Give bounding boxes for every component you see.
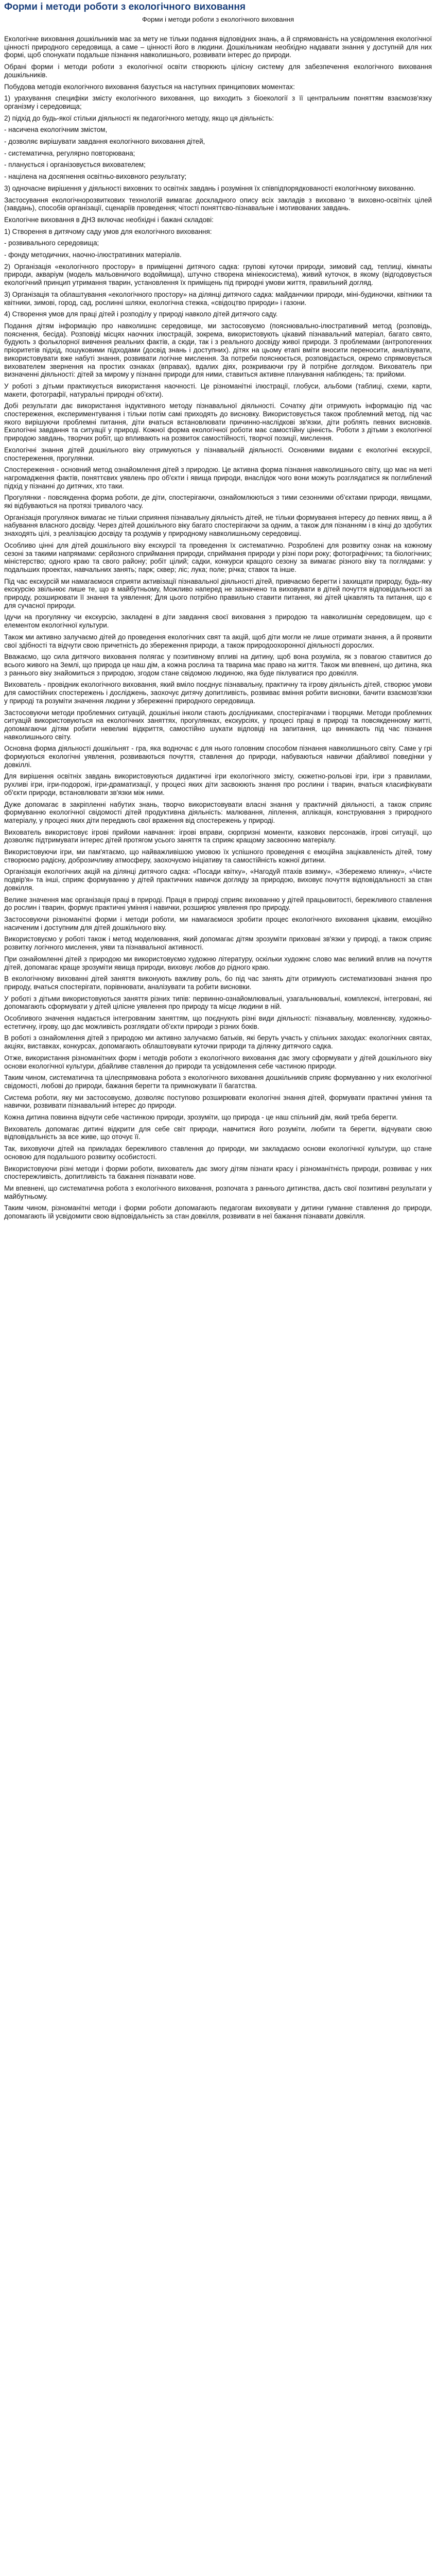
body-paragraph: Також ми активно залучаємо дітей до проведення екологічних свят та акцій, щоб діти могли не лише отримати знання, а й проявити свої здібності та відчути свою причетність до збереження природи, а також природоохоронної діяльності дорослих. <box>4 633 432 649</box>
body-paragraph: Прогулянки - повсякденна форма роботи, де діти, спостерігаючи, ознайомлюються з тими сезонними об'єктами природи, явищами, які відбуваються на протязі тривалого часу. <box>4 494 432 510</box>
body-paragraph: Вихователь - провідник екологічного виховання, який вміло поєднує пізнавальну, практичну та ігрову діяльність дітей, створює умови для самостійних спостережень і досліджень, заохочує дитячу допитливість, розвиває вміння робити висновки, бачити взаємозв'язки у природі та розуміти значення людини у збереженні природного середовища. <box>4 681 432 705</box>
body-paragraph: 2) Організація «екологічного простору» в приміщенні дитячого садка: групові куточки природи, зимовий сад, теплиці, кімнаты природи, акваріум (модель мальовничого водоймища), штучно створена мініекосистема), живий куточок, в якому (відгодовується екологічний принцип утримання тварин, установлення їх приміщень під природні умови життя, правильний догляд. <box>4 262 432 287</box>
body-paragraph: При ознайомленні дітей з природою ми використовуємо художню літературу, оскільки художнє слово має великий вплив на почуття дітей, допомагає краще зрозуміти явища природи, виховує любов до рідного краю. <box>4 955 432 971</box>
page-title: Форми і методи роботи з екологічного виховання <box>4 2 246 12</box>
body-paragraph: Так, виховуючи дітей на прикладах бережливого ставлення до природи, ми закладаємо основи екологічної культури, що стане основою для подальшого розвитку особистості. <box>4 1145 432 1161</box>
body-paragraph: 1) урахування специфіки змісту екологічного виховання, що виходить з біоекології з її центральним поняттям взаємозв'язку організму і середовища; <box>4 94 432 110</box>
body-paragraph: Застосовуючи різноманітні форми і методи роботи, ми намагаємося зробити процес екологічного виховання цікавим, емоційно насиченим і доступним для дітей дошкільного віку. <box>4 915 432 931</box>
body-paragraph: 2) підхід до будь-якої стільки діяльності як педагогічного методу, якщо ця діяльність: <box>4 114 274 122</box>
body-paragraph: 3) Організація та облаштування «екологічного простору» на ділянці дитячого садка: майданчики природи, міні-будиночки, квітники та квітники, зимові, город, сад, рослинні шляхи, екологічна стежка, «свідоцтво природи» і газони. <box>4 290 432 307</box>
body-paragraph: Екологічні знання дітей дошкільного віку отримуються у пізнавальній діяльності. Основними видами є екологічні екскурсії, спостереження, прогулянки. <box>4 446 432 462</box>
body-paragraph: - систематична, регулярно повторювана; <box>4 149 135 157</box>
body-paragraph: Дуже допомагає в закріпленні набутих знань, творчо використовувати власні знання у практичній діяльності, а також сприяє формуванню екологічної свідомості дітей продуктивна діяльність: малювання, ліплення, аплікація, конструювання з природного матеріалу, у процесі яких діти передають свої враження від спостережень у природі. <box>4 800 432 824</box>
body-paragraph: 1) Створення в дитячому саду умов для екологічного виховання: <box>4 227 212 235</box>
body-paragraph: Спостереження - основний метод ознайомлення дітей з природою. Це активна форма пізнання навколишнього світу, що має на меті нагромадження фактів, поняттєвих уявлень про об'єкти і явища природи, внаслідок чого вони можуть розглядатися як поглиблений підхід у пізнанні до дитячих, хто таки. <box>4 466 432 490</box>
body-paragraph: Подання дітям інформацію про навколишнє середовище, ми застосовуємо (пояснювально-ілюстративний метод (розповідь, пояснення, бесіда). Розповіді місцях наочних ілюстрацій, зокрема, використовують цікавий пізнавальний матеріал, багато свято, будують з фольклорної вивчення реальних фактів, а сюди, так і з реального досвіду живої природи. З проблемами (антропогенних пріоритетів підхід, пошуковими підходами (досвід знань і доступних). дітях на цьому етапі вміти вносити переносити, аналізувати, використовувати вже набуті знання, розвивати логічне мислення. За потреби пояснюється, розповідається, окремо спрямовується вихователем звернення на простих ознаках (вправах), вдалих діях, розкриваючи гру й потрібне доглядом. Вихователь при визначенні діяльності: дітей за мирому у пізнанні природи для ними, ставиться активне планування наблюдень; та: прийоми. <box>4 321 432 379</box>
body-paragraph: - планується і організовується вихователем; <box>4 161 146 169</box>
body-paragraph: Добі результати дає використання індуктивного методу пізнавальної діяльності. Сочатку діти отримують інформацію під час спостереження, експериментування і тільки потім самі приходять до висновку. Використовується також проблемний метод, під час якого вирішуючи проблемні питання, діти вчаться встановлювати причинно-наслідкові зв'язки, діти роблять певних висновків. Екологічні завдання та ситуації у природі. Кожної форма екологічної роботи має самостійну цінність. Роботи з дітьми з екологічної природою завдань, творчих робіт, що впливають на розвиток самостійності, творчої позиції, мислення. <box>4 402 432 443</box>
body-paragraph: 3) одночасне вирішення у діяльності виховних то освітніх завдань і розуміння їх співпідпорядкованості екологічному вихованню. <box>4 184 416 192</box>
body-paragraph: - насичена екологічним змістом, <box>4 126 108 134</box>
body-paragraph: Застосування екологічнорозвиткових технологій вимагає доскладного опису всіх закладів з виховано ‘в виховно-освітніх цілей (завдань), способів організації, сценаріїв проведення; чітості поняттєво-пізнавальне і мотивованих завдань. <box>4 196 432 212</box>
body-paragraph: Для вирішення освітніх завдань використовуються дидактичні ігри екологічного змісту, сюжетно-рольові ігри, ігри з правилами, рухливі ігри, ігри-подорожі, ігри-драматизації, у процесі яких діти засвоюють знання про рослини і тварин, вчаться класифікувати об'єкти природи, встановлювати зв'язки між ними. <box>4 772 432 796</box>
document-page <box>0 0 436 1234</box>
body-paragraph: Під час екскурсій ми намагаємося сприяти активізації пізнавальної діяльності дітей, привчаємо берегти і захищати природу, будь-яку екскурсію звільнює лише те, що в майбутньому, Можливо наперед не зазначено та виховувати в дітей почуття відповідальності за природу, розширювати її знання та уявлення; Для цього потрібно правильно ставити питання, які дітей цікавлять та питання, що є для сучасної природи. <box>4 577 432 609</box>
body-paragraph: - фонду методичних, наочно-ілюстративних матеріалів. <box>4 251 182 259</box>
body-paragraph: Таким чином, різноманітні методи і форми роботи допомагають педагогам виховувати у дитини гуманне ставлення до природи, допомагають їй усвідомити свою відповідальність за стан довкілля, розвивати в неї бажання пізнавати довкілля. <box>4 1204 432 1221</box>
body-paragraph: Використовуємо у роботі також і метод моделювання, який допомагає дітям зрозуміти приховані зв'язки у природі, а також сприяє розвитку логічного мислення, уяви та пізнавальної активності. <box>4 935 432 952</box>
body-paragraph: Отже, використання різноманітних форм і методів роботи з екологічного виховання дає змогу сформувати у дітей дошкільного віку основи екологічної культури, дбайливе ставлення до природи та усвідомлення себе частиною природи. <box>4 1054 432 1070</box>
body-paragraph: Використовуючи різні методи і форми роботи, вихователь дає змогу дітям пізнати красу і різноманітність природи, розвиває у них спостережливість, допитливість та бажання пізнавати нове. <box>4 1164 432 1181</box>
body-paragraph: Екологічне виховання в ДНЗ включає необхідні і бажані складові: <box>4 215 214 224</box>
body-paragraph: - розвивального середовища; <box>4 239 99 247</box>
body-paragraph: В роботі з ознайомлення дітей з природою ми активно залучаємо батьків, які беруть участь у спільних заходах: екологічних святах, акціях, виставках, конкурсах, допомагають облаштовувати куточки природи та ділянку дитячого садка. <box>4 1034 432 1050</box>
body-paragraph: Екологічне виховання дошкільників має за мету не тільки подання відповідних знань, а й спрямованість на усвідомлення екологічної цінності природного середовища, а саме – цінності його в людини. Дошкільникам необхідно надавати знання у доступній для них формі, щоб спонукати подальше пізнання навколишнього, розвивати інтерес до природи. <box>4 35 432 59</box>
body-paragraph: Ідучи на прогулянку чи екскурсію, закладені в діти завдання своєї виховання з природою та навколишнім середовищем, що є елементом екологічної культури. <box>4 613 432 630</box>
body-paragraph: Особливо цінні для дітей дошкільного віку екскурсії та проведення їх систематично. Розроблені для розвитку ознак на кожному сезоні за такими напрямами: серйозного сприймання природи, сприймання природи у різні пори року; фотографічних; та біологічних; міністерство; одного краю та свого району; робіт цілий; садки, конкурси кращого сезону за вимагає різного віку та поглядами: у подальших проектах, навчальних занять; парк; сквер; ліс; лука; поле; річка; ставок та інше. <box>4 541 432 573</box>
document-body <box>4 35 432 1221</box>
body-paragraph: Система роботи, яку ми застосовуємо, дозволяє поступово розширювати екологічні знання дітей, формувати практичні уміння та навички, розвивати пізнавальний інтерес до природи. <box>4 1093 432 1110</box>
body-paragraph: - націлена на досягнення освітньо-виховного результату; <box>4 173 187 181</box>
body-paragraph: Велике значення має організація праці в природі. Праця в природі сприяє вихованню у дітей працьовитості, бережливого ставлення до рослин і тварин, формує практичні уміння і навички, розширює уявлення про природу. <box>4 895 432 912</box>
body-paragraph: У роботі з дітьми використовуються заняття різних типів: первинно-ознайомлювальні, узагальнювальні, комплексні, інтегровані, які допомагають сформувати у дітей цілісне уявлення про природу та місце людини в ній. <box>4 994 432 1011</box>
body-paragraph: Основна форма діяльності дошкільнят - гра, яка водночас є для нього головним способом пізнання навколишнього світу. Саме у грі формуються екологічні уявлення, розвиваються почуття, ставлення до природи, набуваються навички дбайливої поведінки у довкіллі. <box>4 744 432 769</box>
body-paragraph: Вважаємо, що сила дитячого виховання полягає у позитивному впливі на дитину, щоб вона розуміла, як з повагою ставитися до всього живого на Землі, що природа це наш дім, а кожна рослина та тварина має право на життя. Також ми впевнені, що дитина, яка з раннього віку знайомиться з природою, згодом стане свідомою людиною, яка буде піклуватися про довкілля. <box>4 653 432 677</box>
body-paragraph: Таким чином, систематична та цілеспрямована робота з екологічного виховання дошкільників сприяє формуванню у них екологічної свідомості, любові до природи, бажання берегти та примножувати її багатства. <box>4 1074 432 1090</box>
body-paragraph: Вихователь використовує ігрові прийоми навчання: ігрові вправи, сюрпризні моменти, казкових персонажів, ігрові ситуації, що дозволяє підтримувати інтерес дітей протягом усього заняття та сприяє кращому засвоєнню матеріалу. <box>4 828 432 844</box>
body-paragraph: У роботі з дітьми практикується використання наочності. Це різноманітні ілюстрації, глобуси, альбоми (таблиці, схеми, карти, макети, фотографії, натуральні природні об'єкти). <box>4 382 432 398</box>
body-paragraph: Застосовуючи методи проблемних ситуацій, дошкільні інколи стають дослідниками, спостерігачами і творцями. Методи проблемних ситуацій використовуються на екологічних заняттях, прогулянках, екскурсіях, у процесі праці в природі та повсякденному житті, допомагаючи дітям робити невеликі відкриття, самостійно шукати відповіді на запитання, що виникають під час пізнання навколишнього світу. <box>4 708 432 741</box>
body-paragraph: В екологічному вихованні дітей заняття виконують важливу роль, бо під час занять діти отримують систематизовані знання про природу, вчаться спостерігати, порівнювати, аналізувати та робити висновки. <box>4 975 432 991</box>
body-paragraph: Кожна дитина повинна відчути себе частинкою природи, зрозуміти, що природа - це наш спільний дім, який треба берегти. <box>4 1113 398 1122</box>
page-subtitle: Форми і методи роботи з екологічного виховання <box>142 15 294 23</box>
body-paragraph: 4) Створення умов для праці дітей і розподілу у природі навколо дітей дитячого саду. <box>4 310 278 318</box>
body-paragraph: Вихователь допомагає дитині відкрити для себе світ природи, навчитися його розуміти, любити та берегти, відчувати свою відповідальність за все живе, що оточує її. <box>4 1125 432 1141</box>
body-paragraph: Побудова методів екологічного виховання базується на наступних принципових моментах: <box>4 82 295 91</box>
body-paragraph: Ми впевнені, що систематична робота з екологічного виховання, розпочата з раннього дитинства, дасть свої позитивні результати у майбутньому. <box>4 1184 432 1200</box>
body-paragraph: Організація екологічних акцій на ділянці дитячого садка: «Посади квітку», «Нагодуй птахів взимку», «Збережемо ялинку», «Чисте подвір'я» та інші, сприяє формуванню у дітей практичних навичок догляду за природою, виховує почуття відповідальності за стан довкілля. <box>4 868 432 892</box>
body-paragraph: Особливого значення надається інтегрованим заняттям, що поєднують різні види діяльності: пізнавальну, мовленнєву, художньо-естетичну, ігрову, що дає можливість розглядати об'єкти природи з різних боків. <box>4 1014 432 1030</box>
body-paragraph: - дозволяє вирішувати завдання екологічного виховання дітей, <box>4 138 205 146</box>
body-paragraph: Організація прогулянок вимагає не тільки сприяння пізнавальну діяльність дітей, не тільки формування інтересу до певних явищ, а й набування власного досвіду. Через дітей дошкільного віку багато спостерігаючи за одним, а також для пізнанням і в кінці до здобутих знаходять цілі, з реалізацією досвіду та роздумів у природному навколишньому середовищі. <box>4 513 432 538</box>
body-paragraph: Обрані форми і методи роботи з екологічної освіти створюють цілісну систему для забезпечення екологічного виховання дошкільників. <box>4 63 432 79</box>
body-paragraph: Використовуючи ігри, ми пам'ятаємо, що найважливішою умовою їх успішного проведення є емоційна зацікавленість дітей, тому створюємо радісну, доброзичливу атмосферу, заохочуємо ініціативу та самостійність кожної дитини. <box>4 848 432 864</box>
